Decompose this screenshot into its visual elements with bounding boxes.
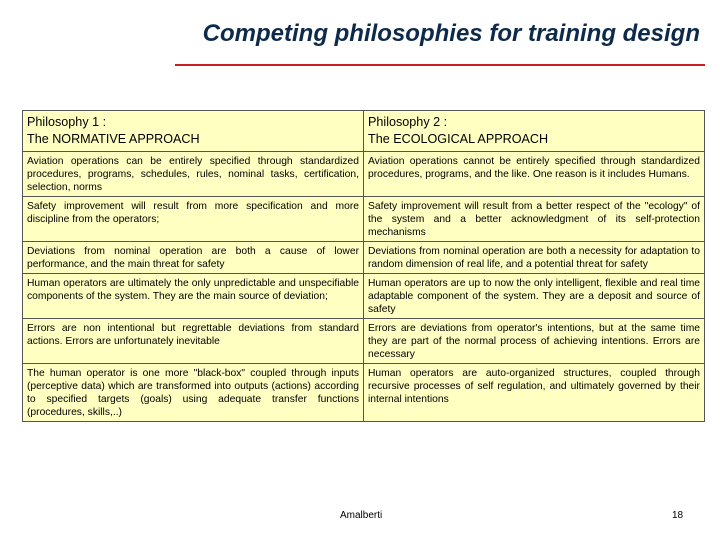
cell-ecological: Aviation operations cannot be entirely specified through standardized procedures, programs, and the like. One reason is it includes Humans. [364,152,705,197]
page-number: 18 [672,510,684,521]
header-philosophy-2 [364,111,705,152]
title-underline [175,64,705,66]
table-header-row [23,111,705,152]
footer-author: Amalberti [340,510,383,521]
table-row [23,364,705,422]
cell-ecological: Errors are deviations from operator's intentions, but at the same time they are part of the normal process of achieving intentions. Errors are necessary [364,319,705,364]
cell-normative: Aviation operations can be entirely specified through standardized procedures, programs, schedules, rules, nominal tasks, certification, selection, norms [23,152,364,197]
header-philosophy-1-number: Philosophy 1 : [27,115,107,129]
philosophy-comparison-table [22,110,705,422]
slide-title: Competing philosophies for training design [202,20,700,47]
table-row [23,319,705,364]
header-philosophy-1-name: The NORMATIVE APPROACH [27,132,200,146]
cell-normative: Human operators are ultimately the only unpredictable and unspecifiable components of the system. They are the main source of deviation; [23,274,364,319]
cell-normative: Safety improvement will result from more specification and more discipline from the operators; [23,197,364,242]
table-row [23,152,705,197]
header-philosophy-2-number: Philosophy 2 : [368,115,448,129]
cell-normative: Errors are non intentional but regrettable deviations from standard actions. Errors are unfortunately inevitable [23,319,364,364]
cell-normative: Deviations from nominal operation are both a cause of lower performance, and the main threat for safety [23,242,364,274]
header-philosophy-1 [23,111,364,152]
cell-ecological: Deviations from nominal operation are both a necessity for adaptation to random dimension of real life, and a potential threat for safety [364,242,705,274]
cell-ecological: Human operators are up to now the only intelligent, flexible and real time adaptable component of the system. They are a deposit and source of safety [364,274,705,319]
cell-ecological: Safety improvement will result from a better respect of the "ecology" of the system and a better acknowledgment of its self-protection mechanisms [364,197,705,242]
header-philosophy-2-name: The ECOLOGICAL APPROACH [368,132,549,146]
table-row [23,274,705,319]
cell-ecological: Human operators are auto-organized structures, coupled through recursive processes of self regulation, and ultimately governed by their internal intentions [364,364,705,422]
cell-normative: The human operator is one more "black-box" coupled through inputs (perceptive data) which are transformed into outputs (actions) according to specified targets (goals) using adequate transfer functions (procedures, skills,..) [23,364,364,422]
table-row [23,242,705,274]
table-row [23,197,705,242]
